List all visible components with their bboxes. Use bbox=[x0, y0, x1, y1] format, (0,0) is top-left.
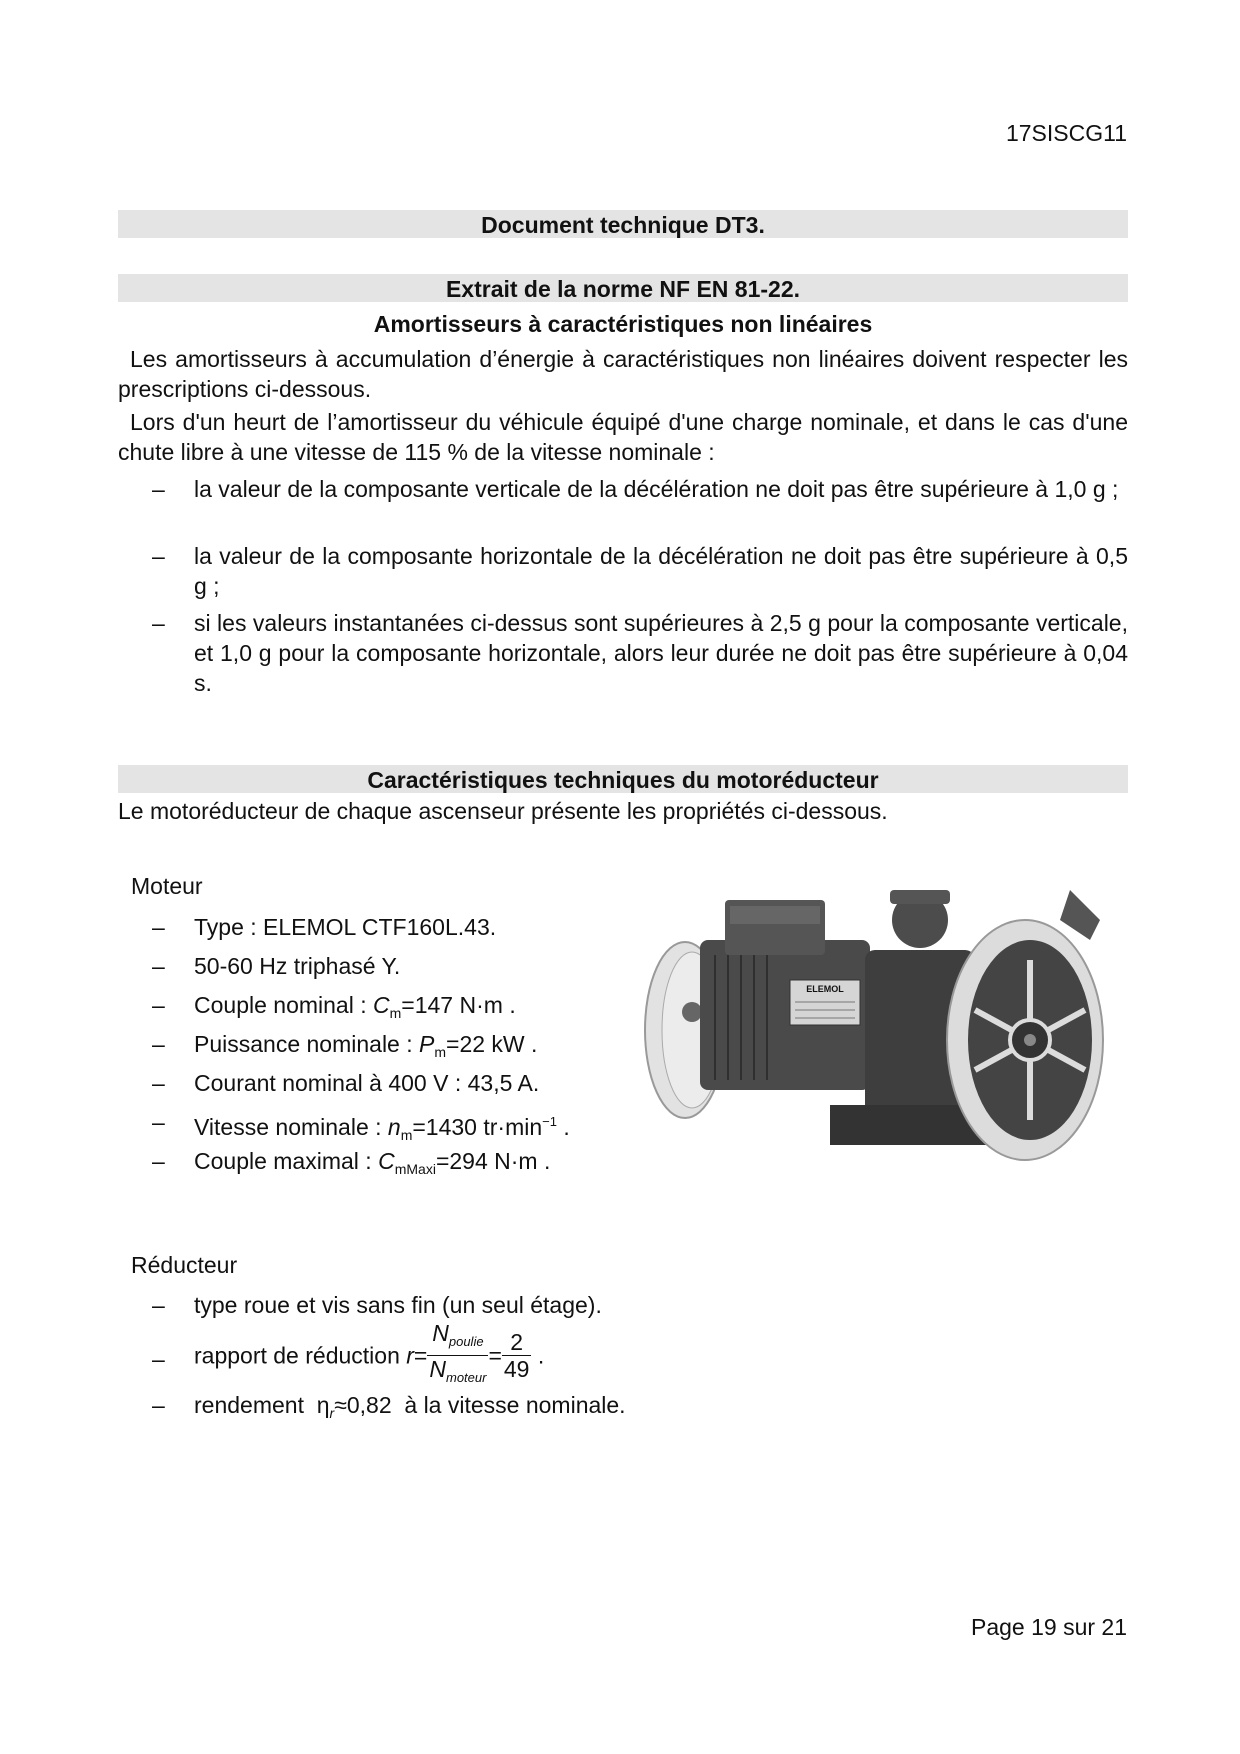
moteur-courant bbox=[152, 1068, 652, 1098]
fraction-numerator: 2 bbox=[502, 1329, 532, 1356]
page-number: Page 19 sur 21 bbox=[970, 1614, 1127, 1640]
document-code: 17SISCG11 bbox=[1005, 120, 1127, 146]
equals-sign: = bbox=[413, 1342, 428, 1369]
vitesse-value: =1430 tr·min bbox=[412, 1114, 543, 1140]
rendement-value: ≈0,82 bbox=[334, 1392, 392, 1418]
norme-paragraph-2: Lors d'un heurt de l’amortisseur du véhicule équipé d'une charge nominale, et dans le cas d'une chute libre à une vitesse de 115 % de la vitesse nominale : bbox=[118, 409, 1128, 465]
moteur-frequence-text: 50-60 Hz triphasé Y. bbox=[194, 953, 401, 979]
norme-subtitle: Amortisseurs à caractéristiques non linéaires bbox=[373, 311, 873, 337]
nameplate-brand: ELEMOL bbox=[806, 984, 844, 994]
list-dash: – bbox=[152, 476, 165, 502]
moteur-couple-nominal bbox=[152, 990, 652, 1028]
rapport-symbol: r bbox=[406, 1342, 414, 1369]
couple-subscript: m bbox=[389, 1005, 402, 1021]
vitesse-subscript: m bbox=[400, 1127, 413, 1143]
couple-max-value: =294 N·m bbox=[435, 1148, 538, 1174]
list-dash: – bbox=[152, 953, 165, 979]
puissance-symbol: P bbox=[419, 1031, 435, 1057]
motoreducteur-intro: Le motoréducteur de chaque ascenseur présente les propriétés ci-dessous. bbox=[118, 798, 888, 824]
moteur-courant-text: Courant nominal à 400 V : 43,5 A. bbox=[194, 1070, 540, 1096]
moteur-couple-max bbox=[152, 1146, 652, 1184]
list-dash: – bbox=[152, 543, 165, 569]
rendement-subscript: r bbox=[329, 1405, 335, 1421]
puissance-label: Puissance nominale : bbox=[194, 1031, 413, 1057]
list-dash: – bbox=[152, 1346, 165, 1372]
period: . bbox=[509, 992, 516, 1018]
couple-max-label: Couple maximal : bbox=[194, 1148, 372, 1174]
rapport-fraction-1 bbox=[427, 1320, 488, 1391]
couple-max-subscript: mMaxi bbox=[394, 1161, 436, 1177]
puissance-value: =22 kW bbox=[446, 1031, 525, 1057]
numerator-symbol: N bbox=[432, 1320, 449, 1346]
vitesse-label: Vitesse nominale : bbox=[194, 1114, 382, 1140]
moteur-label: Moteur bbox=[131, 873, 203, 899]
norme-item-2 bbox=[152, 541, 1128, 601]
denominator-subscript: moteur bbox=[445, 1370, 487, 1385]
puissance-subscript: m bbox=[434, 1044, 447, 1060]
list-dash: – bbox=[152, 992, 165, 1018]
norme-item-text: la valeur de la composante horizontale de la décélération ne doit pas être supérieure à 0,5 g ; bbox=[194, 543, 1128, 599]
list-dash: – bbox=[152, 1109, 165, 1135]
list-dash: – bbox=[152, 1070, 165, 1096]
norme-title: Extrait de la norme NF EN 81-22. bbox=[445, 276, 801, 302]
list-dash: – bbox=[152, 1148, 165, 1174]
norme-paragraph-1: Les amortisseurs à accumulation d’énergie à caractéristiques non linéaires doivent respecter les prescriptions ci-dessous. bbox=[118, 346, 1128, 402]
moteur-type bbox=[152, 912, 652, 942]
list-dash: – bbox=[152, 914, 165, 940]
equals-sign: = bbox=[488, 1342, 502, 1369]
reducteur-rapport bbox=[152, 1320, 852, 1391]
geared-motor-illustration bbox=[630, 880, 1130, 1190]
motor-photo bbox=[630, 880, 1130, 1190]
rendement-label: rendement bbox=[194, 1392, 304, 1418]
fraction-denominator: 49 bbox=[503, 1356, 530, 1382]
norme-item-1 bbox=[152, 474, 1128, 504]
moteur-frequence bbox=[152, 951, 652, 981]
rendement-symbol: η bbox=[316, 1392, 330, 1418]
list-dash: – bbox=[152, 1031, 165, 1057]
moteur-vitesse bbox=[152, 1107, 652, 1150]
list-dash: – bbox=[152, 610, 165, 636]
period: . bbox=[543, 1148, 551, 1174]
rendement-suffix: à la vitesse nominale. bbox=[404, 1392, 626, 1418]
period: . bbox=[563, 1114, 570, 1140]
period: . bbox=[537, 1342, 545, 1369]
reducteur-label: Réducteur bbox=[131, 1252, 238, 1278]
norme-item-3 bbox=[152, 608, 1128, 698]
vitesse-symbol: n bbox=[387, 1114, 401, 1140]
couple-nominal-label: Couple nominal : bbox=[194, 992, 367, 1018]
norme-item-text: si les valeurs instantanées ci-dessus sont supérieures à 2,5 g pour la composante verticale, et 1,0 g pour la composante horizontale, alors leur durée ne doit pas être supérieure à 0,04 s. bbox=[194, 610, 1128, 696]
norme-item-text: la valeur de la composante verticale de la décélération ne doit pas être supérieure à 1,0 g ; bbox=[194, 476, 1119, 502]
couple-symbol: C bbox=[373, 992, 390, 1018]
moteur-puissance bbox=[152, 1029, 652, 1067]
moteur-type-text: Type : ELEMOL CTF160L.43. bbox=[194, 914, 497, 940]
couple-max-symbol: C bbox=[378, 1148, 395, 1174]
couple-nominal-value: =147 N·m bbox=[401, 992, 503, 1018]
vitesse-exponent: −1 bbox=[542, 1114, 557, 1129]
list-dash: – bbox=[152, 1392, 165, 1418]
rapport-label: rapport de réduction bbox=[194, 1342, 400, 1369]
reducteur-type bbox=[152, 1290, 852, 1320]
reducteur-rendement bbox=[152, 1390, 852, 1428]
numerator-subscript: poulie bbox=[448, 1334, 484, 1349]
period: . bbox=[531, 1031, 538, 1057]
reducteur-type-text: type roue et vis sans fin (un seul étage). bbox=[194, 1292, 602, 1318]
list-dash: – bbox=[152, 1292, 165, 1318]
motoreducteur-title: Caractéristiques techniques du motoréducteur bbox=[367, 767, 879, 793]
denominator-symbol: N bbox=[429, 1356, 446, 1382]
dt3-title: Document technique DT3. bbox=[481, 212, 765, 238]
rapport-fraction-2 bbox=[502, 1329, 532, 1382]
